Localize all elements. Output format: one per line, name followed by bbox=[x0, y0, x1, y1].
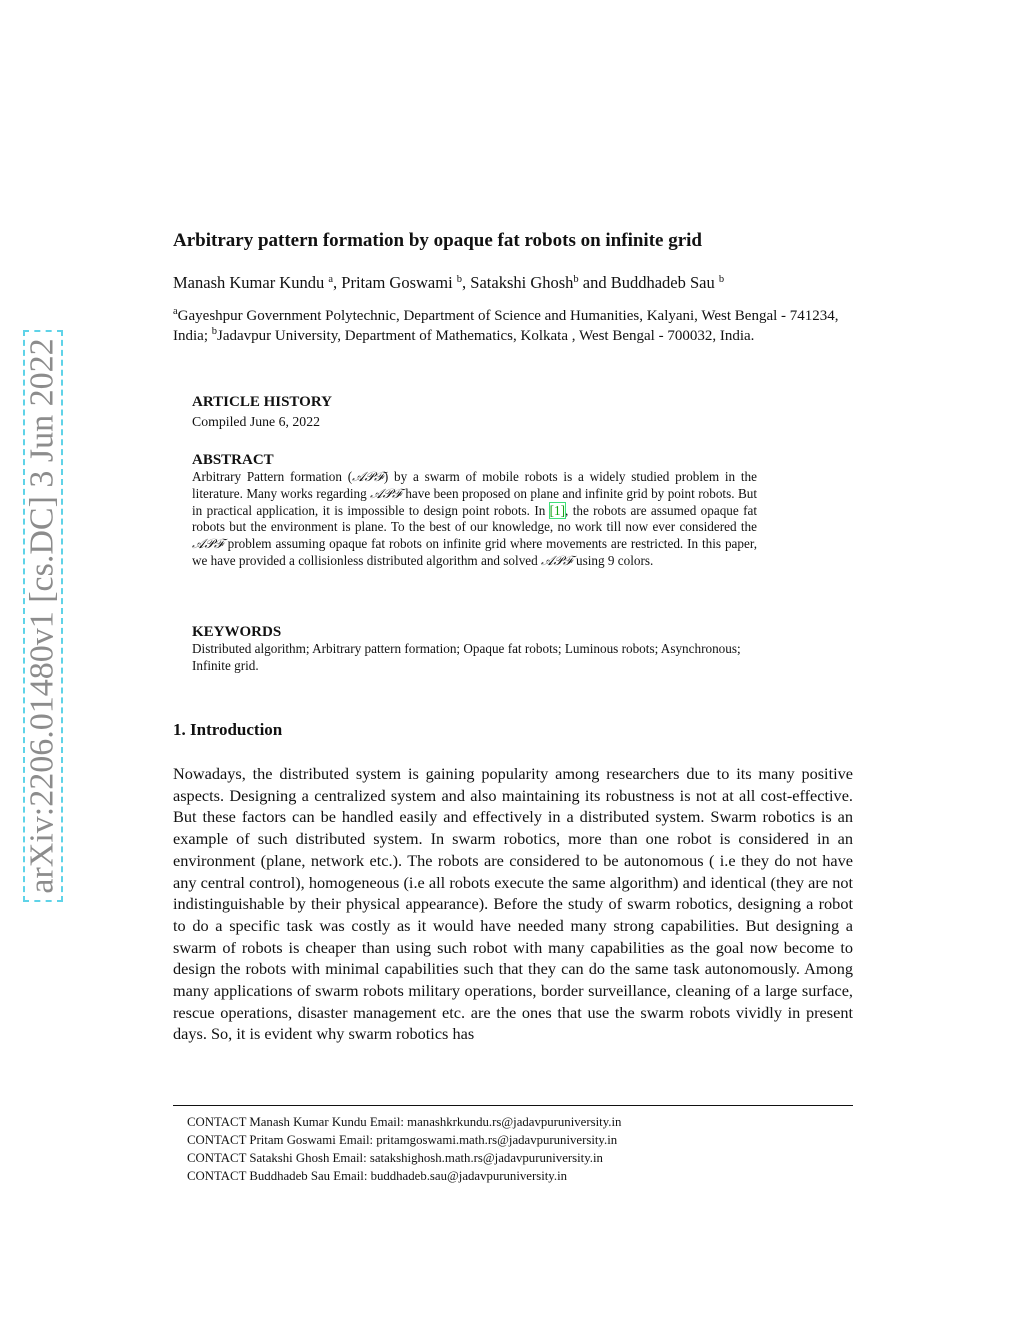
contact-line: CONTACT Pritam Goswami Email: pritamgoswami.math.rs@jadavpuruniversity.in bbox=[187, 1133, 618, 1147]
affiliations: $^a$Gayeshpur Government Polytechnic, Department of Science and Humanities, Kalyani, West Bengal - 741234, India; $^b$Jadavpur University, Department of Mathematics, Kolkata , West Bengal - 700032, India. bbox=[173, 306, 839, 344]
keywords bbox=[192, 624, 757, 675]
abstract-heading: ABSTRACT bbox=[192, 452, 274, 468]
citation-link[interactable]: [1] bbox=[549, 502, 566, 518]
arxiv-stamp: arXiv:2206.01480v1 [cs.DC] 3 Jun 2022 bbox=[24, 338, 62, 894]
paper-title: Arbitrary pattern formation by opaque fat robots on infinite grid bbox=[173, 230, 702, 251]
contact-footnotes bbox=[187, 1113, 621, 1185]
arxiv-stamp-box bbox=[23, 330, 63, 902]
contact-line: CONTACT Satakshi Ghosh Email: satakshighosh.math.rs@jadavpuruniversity.in bbox=[187, 1151, 603, 1165]
article-history bbox=[192, 394, 757, 431]
contact-line: CONTACT Buddhadeb Sau Email: buddhadeb.sau@jadavpuruniversity.in bbox=[187, 1169, 568, 1183]
keywords-heading: KEYWORDS bbox=[192, 624, 282, 640]
abstract-text: Arbitrary Pattern formation (𝒜𝒫ℱ) by a swarm of mobile robots is a widely studied problem in the literature. Many works regarding 𝒜𝒫ℱ have been proposed on plane and infinite grid by point robots. But in practical application, it is impossible to design point robots. In [1], the robots are assumed opaque fat robots but the environment is plane. To the best of our knowledge, no work till now ever considered the 𝒜𝒫ℱ problem assuming opaque fat robots on infinite grid where movements are restricted. In this paper, we have provided a collisionless distributed algorithm and solved 𝒜𝒫ℱ using 9 colors. bbox=[192, 469, 757, 568]
keywords-text: Distributed algorithm; Arbitrary pattern formation; Opaque fat robots; Luminous robots; Asynchronous; Infinite grid. bbox=[192, 641, 741, 673]
section-heading: 1. Introduction bbox=[173, 720, 283, 739]
compiled-date: Compiled June 6, 2022 bbox=[192, 414, 320, 429]
contact-line: CONTACT Manash Kumar Kundu Email: manashkrkundu.rs@jadavpuruniversity.in bbox=[187, 1115, 622, 1129]
introduction-paragraph: Nowadays, the distributed system is gaining popularity among researchers due to its many positive aspects. Designing a centralized system and also maintaining its robustness is not at all cost-effective. But these factors can be handled easily and effectively in a distributed system. Swarm robotics is an example of such distributed system. In swarm robotics, more than one robot is considered in an environment (plane, network etc.). The robots are considered to be autonomous ( i.e they do not have any central control), homogeneous (i.e all robots execute the same algorithm) and identical (they are not indistinguishable by their physical appearance). Before the study of swarm robotics, designing a robot to do a specific task was costly as it would have needed many strong capabilities. But designing a swarm of robots is cheaper than using such robot with many capabilities as the goal now become to design the robots with minimal capabilities such that they can do the same task autonomously. Among many applications of swarm robots military operations, border surveillance, cleaning of a large surface, rescue operations, disaster management etc. are the ones that use the swarm robots vividly in present days. So, it is evident why swarm robotics has bbox=[173, 764, 853, 1044]
abstract bbox=[192, 452, 757, 570]
author-list: Manash Kumar Kundu $^a$, Pritam Goswami $^b$, Satakshi Ghosh$^b$ and Buddhadeb Sau $^b$ bbox=[173, 273, 725, 292]
footnote-rule bbox=[173, 1105, 853, 1106]
article-history-heading: ARTICLE HISTORY bbox=[192, 394, 332, 410]
